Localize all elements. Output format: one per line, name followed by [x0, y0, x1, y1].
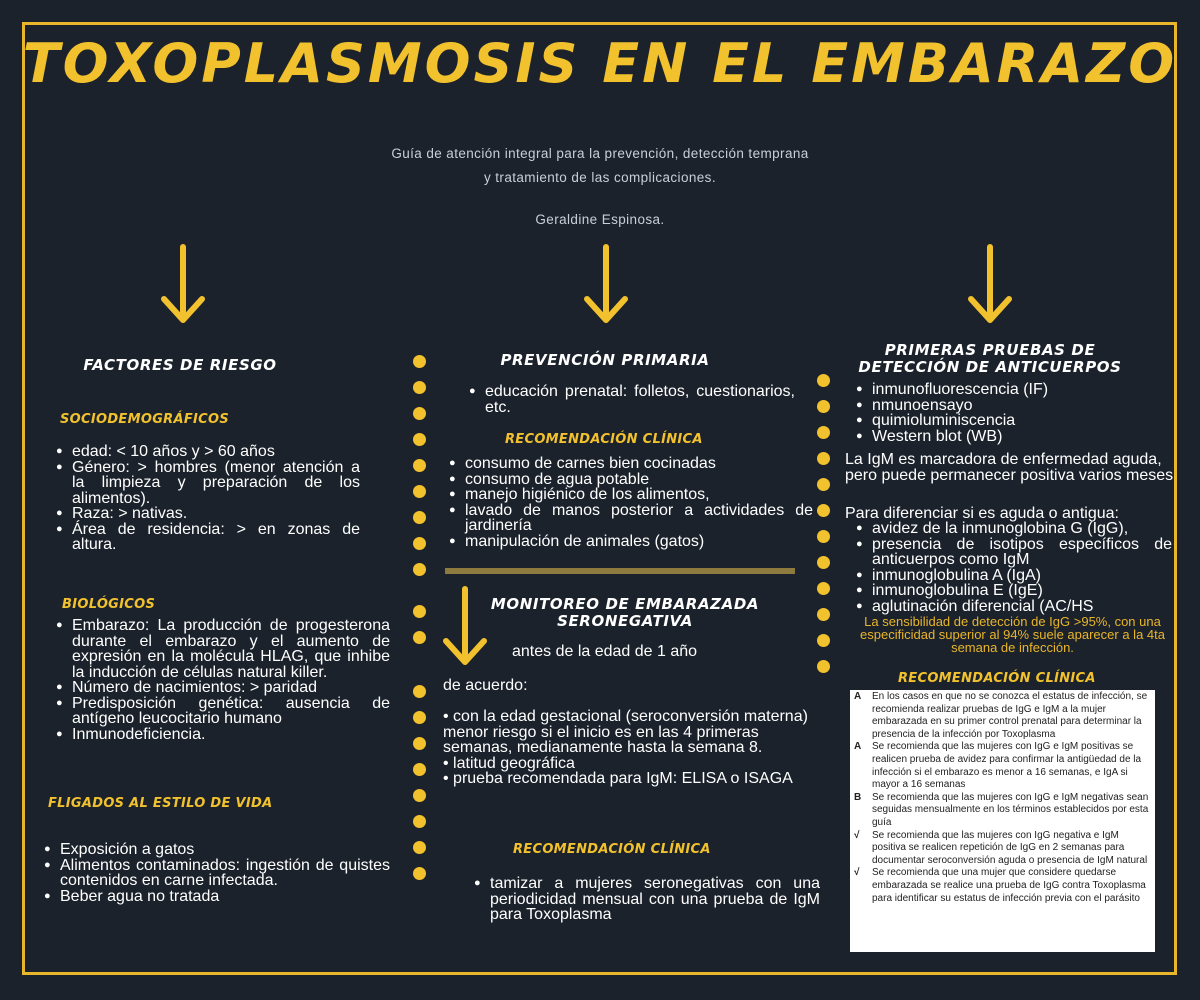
sociodemographic-heading: SOCIODEMOGRÁFICOS	[60, 412, 230, 427]
list-item: ● aglutinación diferencial (AC/HS	[872, 599, 1172, 615]
antibody-tests-heading-line-1: PRIMERAS PRUEBAS DE	[884, 341, 1096, 359]
table-row	[854, 830, 1149, 868]
section-divider	[445, 568, 795, 574]
monitoring-line-5: • latitud geográfica	[443, 754, 575, 772]
biological-heading: BIOLÓGICOS	[62, 597, 156, 612]
recommendation-text: Se recomienda que las mujeres con IgG e IgM positivas se realicen prueba de avidez para confirmar la antigüedad de la infección si el embarazo es menor a 16 semanas, e IgA si mayor a 16 semanas	[872, 741, 1142, 791]
list-item: ● quimioluminiscencia	[872, 413, 1172, 429]
recommendation-text: Se recomienda que una mujer que considere quedarse embarazada se realice una prueba de IgG contra Toxoplasma para identificar su estatus de infección previa con el parásito	[872, 867, 1146, 904]
clinical-recommendation-list	[445, 456, 813, 549]
monitoring-line-3: • con la edad gestacional (seroconversión materna)	[443, 708, 808, 725]
evidence-level: A	[854, 741, 862, 753]
monitoring-heading	[480, 596, 770, 630]
list-item: ● Raza: > nativas.	[72, 506, 360, 522]
monitoring-heading-line-1: MONITOREO DE EMBARAZADA	[490, 595, 760, 613]
list-item: ● Área de residencia: > en zonas de altura.	[72, 522, 360, 553]
list-item: ● Predisposición genética: ausencia de antígeno leucocitario humano	[72, 696, 390, 727]
list-item: ● Número de nacimientos: > paridad	[72, 680, 390, 696]
list-item: ● lavado de manos posterior a actividades de jardinería	[465, 503, 813, 534]
recommendation-text: Se recomienda que las mujeres con IgG negativa e IgM positiva se realicen repetición de IgG en 2 semanas para documentar seroconversión aguda o presencia de IgM natural	[872, 829, 1148, 866]
monitoring-line-6: • prueba recomendada para IgM: ELISA o ISAGA	[443, 770, 793, 787]
biological-list	[52, 618, 390, 742]
dotted-separator-right	[817, 374, 833, 664]
arrow-down-icon	[965, 243, 1015, 328]
list-item: ● consumo de carnes bien cocinadas	[465, 456, 813, 472]
subtitle-line-1: Guía de atención integral para la prevención, detección temprana	[391, 146, 809, 161]
differentiation-intro: Para diferenciar si es aguda o antigua:	[845, 505, 1119, 522]
monitoring-line-4: menor riesgo si el inicio es en las 4 primeras semanas, medianamente hasta la semana 8.	[443, 723, 763, 756]
monitoring-heading-line-2: SERONEGATIVA	[557, 612, 693, 630]
sensitivity-note: La sensibilidad de detección de IgG >95%, con una especificidad superior al 94% suele aparecer a la 4ta semana de infección.	[860, 614, 1165, 655]
clinical-recommendation-heading-3: RECOMENDACIÓN CLÍNICA	[898, 671, 1096, 686]
antibody-tests-list	[852, 382, 1172, 444]
list-item: ● Exposición a gatos	[60, 842, 390, 858]
recommendation-text: En los casos en que no se conozca el estatus de infección, se recomienda realizar pruebas de IgG e IgM a la mujer embarazada en su primer control prenatal para determinar la presencia de la infección por Toxoplasma	[872, 691, 1148, 740]
list-item: ● edad: < 10 años y > 60 años	[72, 444, 360, 460]
table-row	[854, 741, 1149, 791]
table-row	[854, 792, 1149, 830]
author: Geraldine Espinosa.	[535, 212, 665, 227]
risk-factors-heading: FACTORES DE RIESGO	[83, 356, 277, 374]
primary-prevention-heading: PREVENCIÓN PRIMARIA	[500, 351, 710, 369]
clinical-recommendation-heading: RECOMENDACIÓN CLÍNICA	[505, 432, 703, 447]
differentiation-list	[852, 521, 1172, 614]
evidence-level: √	[854, 829, 860, 841]
subtitle	[0, 142, 1200, 190]
dotted-separator-left	[413, 355, 429, 895]
list-item: ● consumo de agua potable	[465, 472, 813, 488]
table-row	[854, 691, 1149, 741]
page-title: TOXOPLASMOSIS EN EL EMBARAZO	[22, 32, 1178, 95]
primary-prevention-list	[465, 384, 795, 415]
list-item: ● manipulación de animales (gatos)	[465, 534, 813, 550]
table-row	[854, 867, 1149, 905]
evidence-level: A	[854, 691, 862, 702]
lifestyle-list	[40, 842, 390, 904]
list-item: ● inmunofluorescencia (IF)	[872, 382, 1172, 398]
monitoring-line-2: de acuerdo:	[443, 677, 528, 694]
list-item: ● Western blot (WB)	[872, 429, 1172, 445]
evidence-level: B	[854, 791, 862, 803]
igm-marker-text: La IgM es marcadora de enfermedad aguda, pero puede permanecer positiva varios meses	[845, 451, 1174, 484]
subtitle-line-2: y tratamiento de las complicaciones.	[483, 170, 716, 185]
monitoring-text	[443, 709, 808, 787]
monitoring-line-1: antes de la edad de 1 año	[512, 643, 698, 660]
arrow-down-icon	[158, 243, 208, 328]
clinical-recommendation-heading-2: RECOMENDACIÓN CLÍNICA	[513, 842, 711, 857]
arrow-down-icon	[581, 243, 631, 328]
sociodemographic-list	[52, 444, 360, 553]
list-item: ● Género: > hombres (menor atención a la limpieza y preparación de los alimentos).	[72, 460, 360, 507]
list-item: ● tamizar a mujeres seronegativas con una periodicidad mensual con una prueba de IgM para Toxoplasma	[490, 876, 820, 923]
list-item: ● avidez de la inmunoglobina G (IgG),	[872, 521, 1172, 537]
list-item: ● nmunoensayo	[872, 398, 1172, 414]
clinical-recommendation-list-2	[470, 876, 820, 923]
evidence-level: √	[854, 867, 860, 879]
recommendation-table	[850, 690, 1155, 952]
antibody-tests-heading	[850, 342, 1130, 376]
recommendation-text: Se recomienda que las mujeres con IgG e IgM negativas sean seguidas mensualmente en los términos establecidos por esta guía	[872, 791, 1149, 828]
list-item: ● educación prenatal: folletos, cuestionarios, etc.	[485, 384, 795, 415]
list-item: ● inmunoglobulina E (IgE)	[872, 583, 1172, 599]
antibody-tests-heading-line-2: DETECCIÓN DE ANTICUERPOS	[858, 358, 1122, 376]
list-item: ● manejo higiénico de los alimentos,	[465, 487, 813, 503]
list-item: ● Beber agua no tratada	[60, 889, 390, 905]
list-item: ● inmunoglobulina A (IgA)	[872, 568, 1172, 584]
list-item: ● Inmunodeficiencia.	[72, 727, 390, 743]
lifestyle-heading: FLIGADOS AL ESTILO DE VIDA	[48, 796, 273, 811]
list-item: ● Embarazo: La producción de progesterona durante el embarazo y el aumento de expresión en la molécula HLAG, que inhibe la inducción de células natural killer.	[72, 618, 390, 680]
list-item: ● Alimentos contaminados: ingestión de quistes contenidos en carne infectada.	[60, 858, 390, 889]
list-item: ● presencia de isotipos específicos de anticuerpos como IgM	[872, 537, 1172, 568]
